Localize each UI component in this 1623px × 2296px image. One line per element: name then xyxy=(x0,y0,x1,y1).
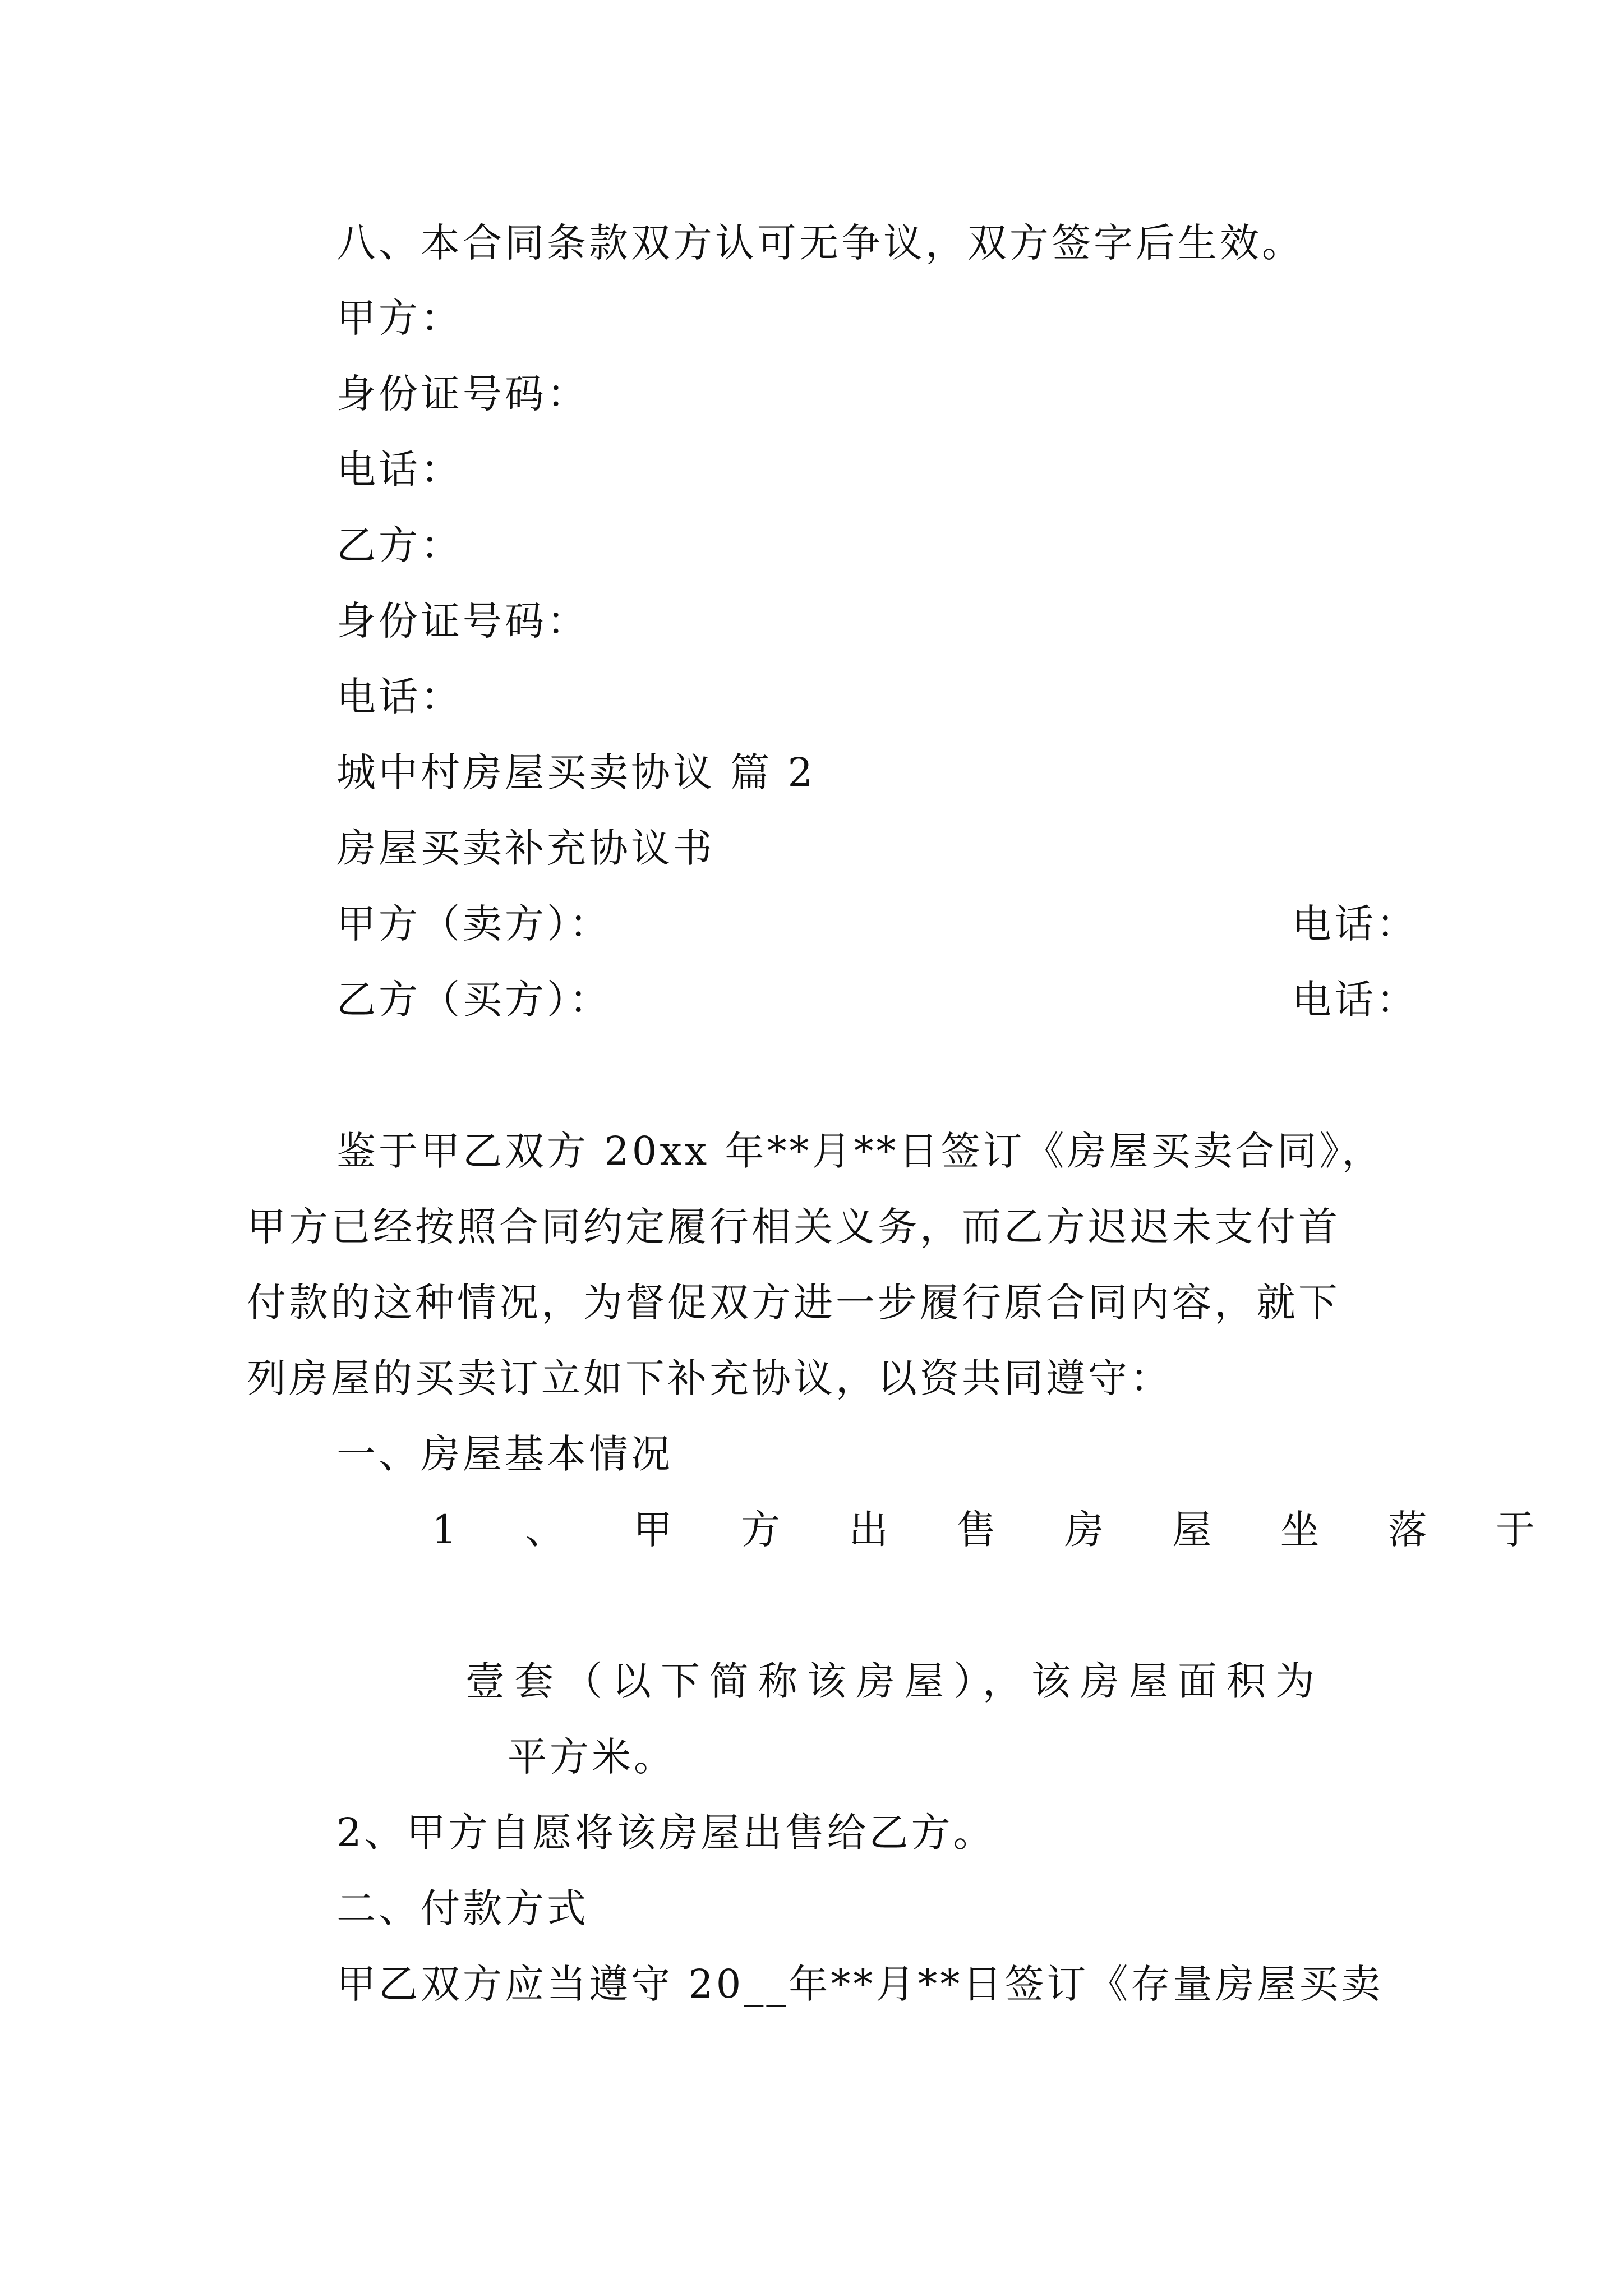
payment-line-1: 甲乙双方应当遵守 20__年**月**日签订《存量房屋买卖 xyxy=(336,1961,1384,2007)
buyer-phone-label: 电话： xyxy=(1292,977,1418,1023)
intro-line-4: 列房屋的买卖订立如下补充协议，以资共同遵守： xyxy=(247,1355,1172,1401)
heading-house-info: 一、房屋基本情况 xyxy=(336,1431,673,1477)
heading-payment: 二、付款方式 xyxy=(336,1885,589,1931)
party-a-phone-label: 电话： xyxy=(336,447,463,493)
party-b-id-label: 身份证号码： xyxy=(336,598,589,644)
party-b-phone-label: 电话： xyxy=(336,674,463,720)
intro-line-3: 付款的这种情况，为督促双方进一步履行原合同内容，就下 xyxy=(247,1280,1340,1326)
item-1-description: 壹套（以下简称该房屋），该房屋面积为 xyxy=(465,1658,1324,1704)
party-a-label: 甲方： xyxy=(336,295,463,341)
party-b-label: 乙方： xyxy=(336,522,463,568)
section-title: 城中村房屋买卖协议 篇 2 xyxy=(336,749,816,795)
item-1-area-unit: 平方米。 xyxy=(508,1734,676,1780)
seller-phone-label: 电话： xyxy=(1292,901,1418,947)
intro-line-2: 甲方已经按照合同约定履行相关义务，而乙方迟迟未支付首 xyxy=(247,1204,1340,1250)
party-a-id-label: 身份证号码： xyxy=(336,371,589,417)
supplement-title: 房屋买卖补充协议书 xyxy=(336,825,715,871)
buyer-label: 乙方（买方）： xyxy=(336,977,611,1023)
item-1-location: 1 、 甲 方 出 售 房 屋 坐 落 于 xyxy=(432,1507,1564,1553)
seller-label: 甲方（卖方）： xyxy=(336,901,611,947)
item-2-sale: 2、甲方自愿将该房屋出售给乙方。 xyxy=(336,1810,995,1856)
clause-eight: 八、本合同条款双方认可无争议，双方签字后生效。 xyxy=(336,220,1304,266)
intro-line-1: 鉴于甲乙双方 20xx 年**月**日签订《房屋买卖合同》， xyxy=(336,1128,1384,1174)
